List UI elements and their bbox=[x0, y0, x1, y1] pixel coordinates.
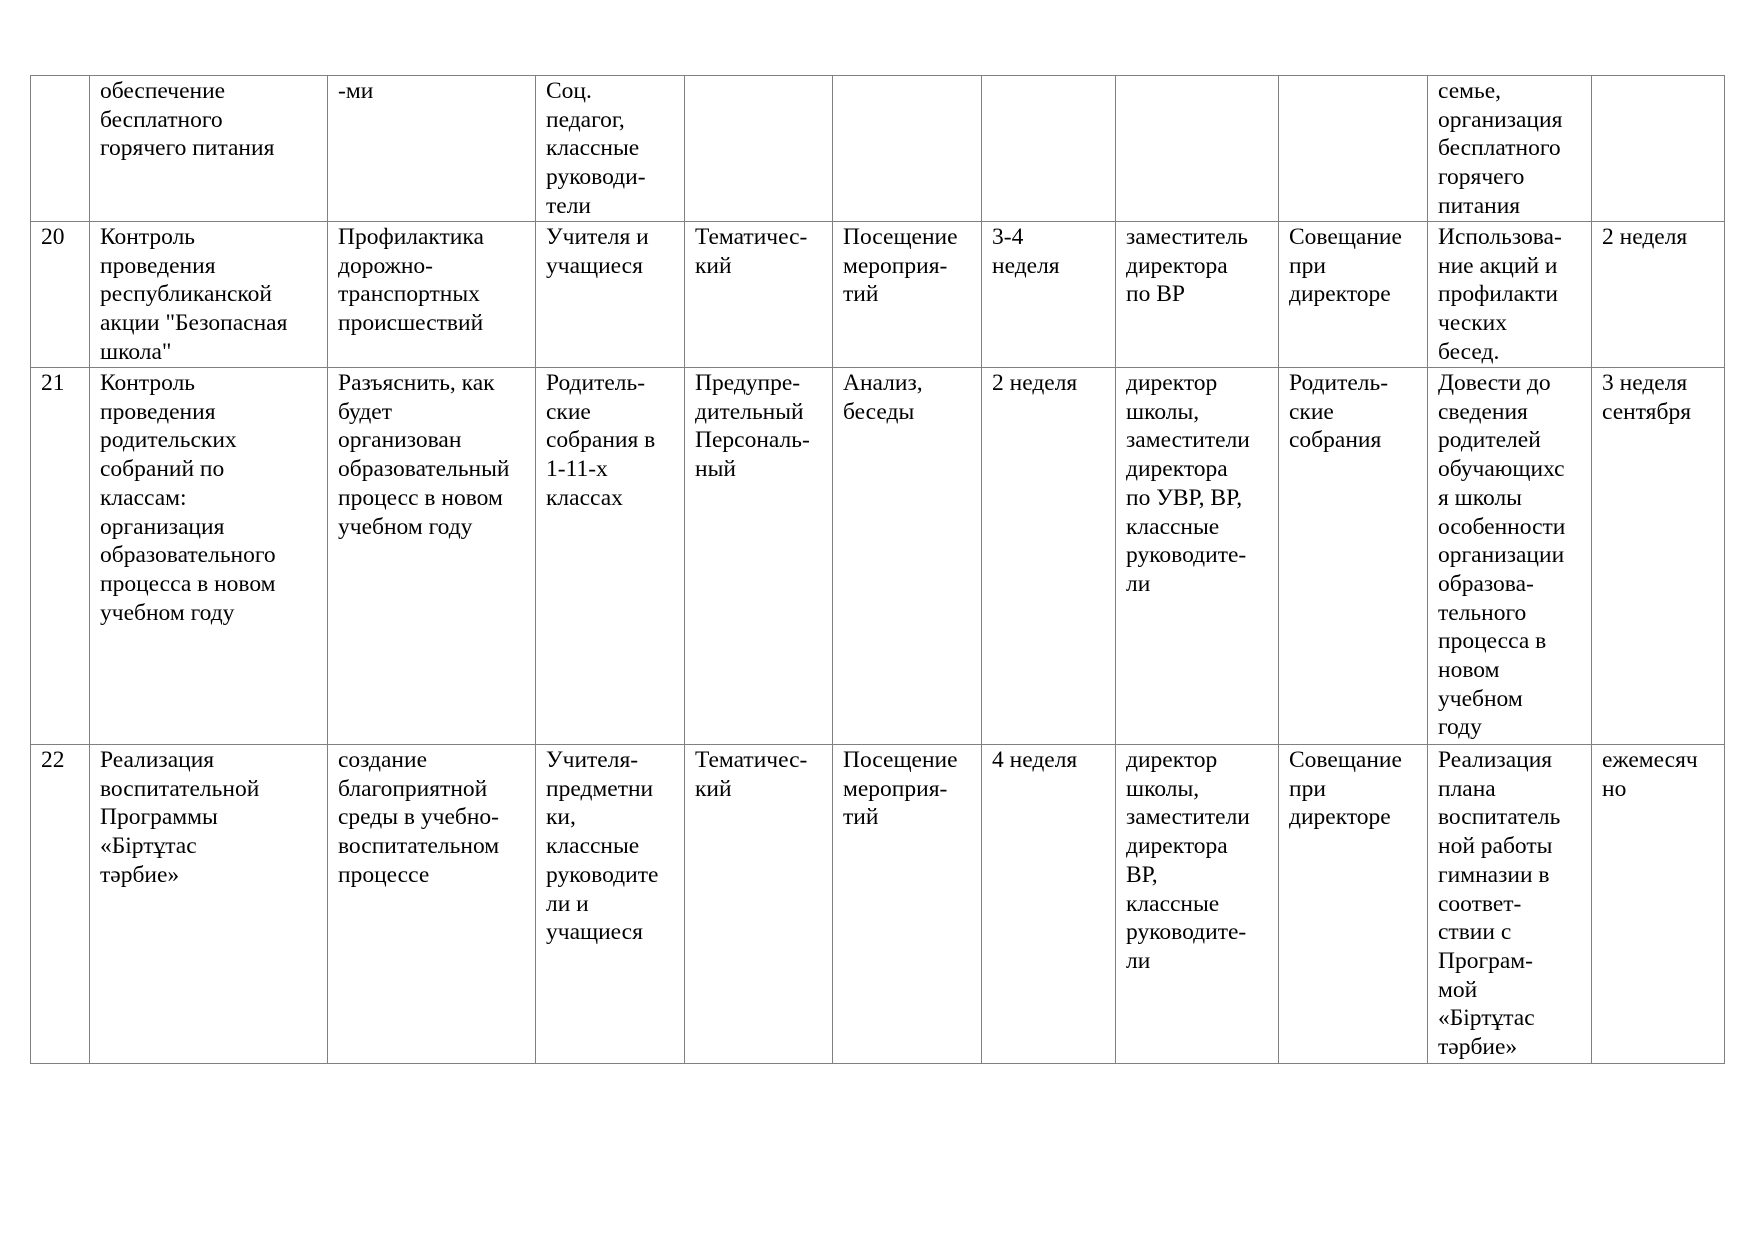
review-place-cell: Совещание при директоре bbox=[1279, 745, 1428, 1064]
table-row bbox=[31, 368, 1725, 745]
control-subject-cell: Реализация воспитательной Программы «Біртұтас тәрбие» bbox=[90, 745, 328, 1064]
period-cell: 3 неделя сентября bbox=[1592, 368, 1725, 745]
control-goal-cell: -ми bbox=[328, 76, 536, 222]
control-type-cell: Тематичес- кий bbox=[685, 222, 833, 368]
control-object-cell: Соц. педагог, классные руководи- тели bbox=[536, 76, 685, 222]
table-row bbox=[31, 745, 1725, 1064]
row-number-cell: 20 bbox=[31, 222, 90, 368]
control-method-cell: Посещение мероприя- тий bbox=[833, 222, 982, 368]
control-goal-cell: создание благоприятной среды в учебно- воспитательном процессе bbox=[328, 745, 536, 1064]
deadline-cell bbox=[982, 76, 1116, 222]
control-subject-cell: Контроль проведения республиканской акции "Безопасная школа" bbox=[90, 222, 328, 368]
deadline-cell: 3-4 неделя bbox=[982, 222, 1116, 368]
review-place-cell bbox=[1279, 76, 1428, 222]
control-type-cell: Предупре- дительный Персональ- ный bbox=[685, 368, 833, 745]
control-type-cell: Тематичес- кий bbox=[685, 745, 833, 1064]
review-place-cell: Совещание при директоре bbox=[1279, 222, 1428, 368]
decision-cell: Использова- ние акций и профилакти ческих бесед. bbox=[1428, 222, 1592, 368]
deadline-cell: 2 неделя bbox=[982, 368, 1116, 745]
review-place-cell: Родитель- ские собрания bbox=[1279, 368, 1428, 745]
period-cell: ежемесяч но bbox=[1592, 745, 1725, 1064]
decision-cell: семье, организация бесплатного горячего питания bbox=[1428, 76, 1592, 222]
table-row bbox=[31, 76, 1725, 222]
control-object-cell: Учителя- предметни ки, классные руководите ли и учащиеся bbox=[536, 745, 685, 1064]
row-number-cell: 21 bbox=[31, 368, 90, 745]
control-method-cell: Анализ, беседы bbox=[833, 368, 982, 745]
control-object-cell: Родитель- ские собрания в 1-11-х классах bbox=[536, 368, 685, 745]
decision-cell: Реализация плана воспитатель ной работы гимназии в соответ- ствии с Програм- мой «Біртұтас тәрбие» bbox=[1428, 745, 1592, 1064]
control-method-cell bbox=[833, 76, 982, 222]
control-object-cell: Учителя и учащиеся bbox=[536, 222, 685, 368]
control-goal-cell: Профилактика дорожно- транспортных происшествий bbox=[328, 222, 536, 368]
period-cell: 2 неделя bbox=[1592, 222, 1725, 368]
control-type-cell bbox=[685, 76, 833, 222]
plan-table bbox=[30, 75, 1725, 1064]
responsible-cell: директор школы, заместители директора по УВР, ВР, классные руководите- ли bbox=[1116, 368, 1279, 745]
responsible-cell: заместитель директора по ВР bbox=[1116, 222, 1279, 368]
responsible-cell bbox=[1116, 76, 1279, 222]
row-number-cell bbox=[31, 76, 90, 222]
control-method-cell: Посещение мероприя- тий bbox=[833, 745, 982, 1064]
responsible-cell: директор школы, заместители директора ВР, классные руководите- ли bbox=[1116, 745, 1279, 1064]
table-row bbox=[31, 222, 1725, 368]
control-goal-cell: Разъяснить, как будет организован образовательный процесс в новом учебном году bbox=[328, 368, 536, 745]
period-cell bbox=[1592, 76, 1725, 222]
control-subject-cell: обеспечение бесплатного горячего питания bbox=[90, 76, 328, 222]
deadline-cell: 4 неделя bbox=[982, 745, 1116, 1064]
row-number-cell: 22 bbox=[31, 745, 90, 1064]
decision-cell: Довести до сведения родителей обучающихс я школы особенности организации образова- тельного процесса в новом учебном году bbox=[1428, 368, 1592, 745]
control-subject-cell: Контроль проведения родительских собраний по классам: организация образовательного процесса в новом учебном году bbox=[90, 368, 328, 745]
